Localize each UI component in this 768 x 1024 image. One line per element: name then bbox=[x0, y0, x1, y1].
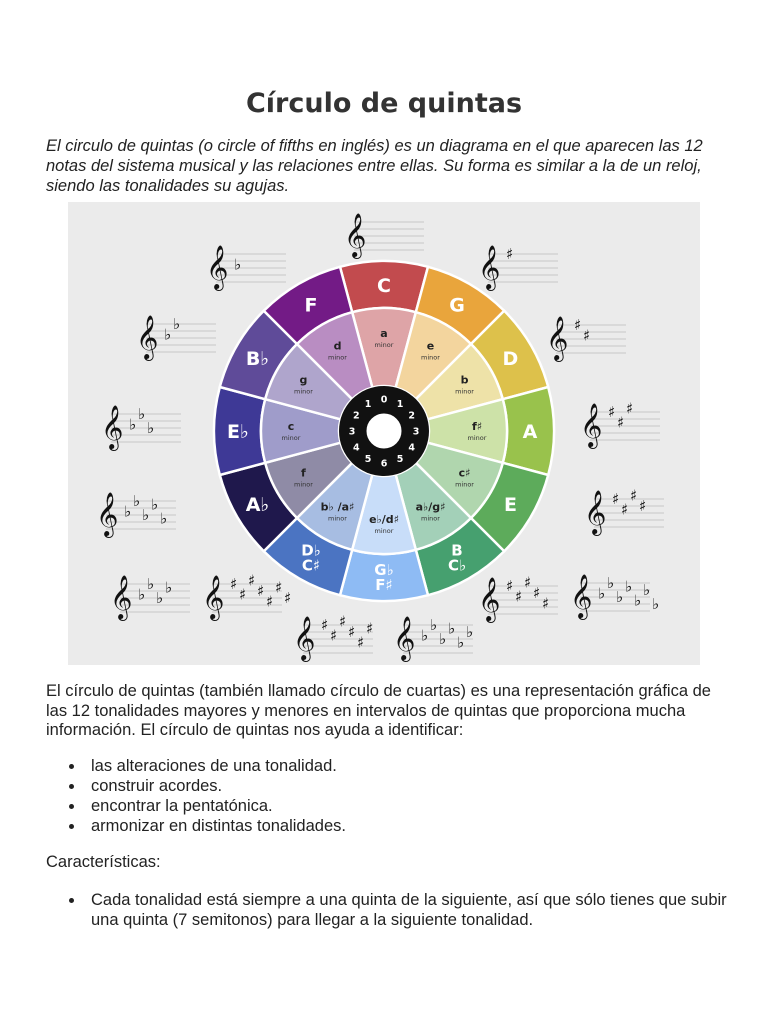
minor-word-label: minor bbox=[374, 527, 394, 535]
minor-word-label: minor bbox=[421, 514, 440, 523]
treble-clef-icon: 𝄞 bbox=[478, 245, 501, 289]
flat-icon: ♭ bbox=[160, 509, 168, 528]
flat-icon: ♭ bbox=[138, 585, 146, 604]
flat-icon: ♭ bbox=[643, 581, 651, 599]
flat-icon: ♭ bbox=[439, 630, 447, 648]
sharp-icon: ♯ bbox=[330, 626, 338, 645]
key-signature-staff bbox=[96, 492, 176, 538]
sharp-icon: ♯ bbox=[626, 399, 634, 418]
caracteristicas-heading: Características: bbox=[46, 853, 161, 871]
flat-icon: ♭ bbox=[466, 623, 474, 641]
treble-clef-icon: 𝄞 bbox=[393, 616, 416, 660]
sharp-icon: ♯ bbox=[321, 616, 329, 634]
major-key-label: A bbox=[522, 420, 538, 443]
flat-icon: ♭ bbox=[156, 589, 164, 607]
accidental-count-label: 3 bbox=[348, 426, 356, 438]
sharp-icon: ♯ bbox=[357, 633, 365, 652]
key-signature-staff bbox=[136, 315, 216, 361]
page-title: Círculo de quintas bbox=[245, 88, 523, 119]
sharp-icon: ♯ bbox=[533, 584, 541, 602]
major-key-label: D bbox=[502, 347, 519, 370]
flat-icon: ♭ bbox=[164, 325, 172, 344]
flat-icon: ♭ bbox=[448, 619, 456, 638]
flat-icon: ♭ bbox=[151, 495, 159, 514]
treble-clef-icon: 𝄞 bbox=[136, 315, 159, 359]
sharp-icon: ♯ bbox=[617, 413, 625, 432]
treble-clef-icon: 𝄞 bbox=[344, 213, 367, 257]
sharp-icon: ♯ bbox=[366, 619, 374, 638]
accidental-count-label: 5 bbox=[396, 454, 404, 466]
minor-key-label: c♯ bbox=[458, 466, 471, 480]
circle-of-fifths-diagram bbox=[68, 202, 700, 665]
minor-word-label: minor bbox=[455, 480, 475, 489]
flat-icon: ♭ bbox=[634, 591, 642, 610]
sharp-icon: ♯ bbox=[266, 592, 274, 611]
sharp-icon: ♯ bbox=[339, 612, 347, 631]
key-signature-staff bbox=[101, 405, 181, 451]
major-key-label: E♭ bbox=[227, 420, 249, 443]
sharp-icon: ♯ bbox=[506, 245, 514, 263]
intro-paragraph: El circulo de quintas (o circle of fifths en inglés) es un diagrama en el que aparecen las 12 notas del sistema musical y las relaciones entre ellas. Su forma es similar a la de un reloj, siendo las tonalidades su agujas. bbox=[46, 137, 703, 195]
list-item: Cada tonalidad está siempre a una quinta de la siguiente, así que sólo tienes que subir una quinta (7 semitonos) para llegar a la siguiente tonalidad. bbox=[46, 890, 736, 930]
sharp-icon: ♯ bbox=[574, 316, 582, 334]
treble-clef-icon: 𝄞 bbox=[101, 405, 124, 449]
minor-key-label: e♭/d♯ bbox=[369, 513, 399, 526]
minor-key-label: e bbox=[426, 339, 435, 353]
minor-word-label: minor bbox=[328, 353, 347, 362]
treble-clef-icon: 𝄞 bbox=[293, 616, 316, 660]
uses-list bbox=[46, 756, 346, 836]
sharp-icon: ♯ bbox=[275, 578, 283, 597]
flat-icon: ♭ bbox=[133, 492, 141, 510]
flat-icon: ♭ bbox=[625, 577, 633, 596]
minor-key-label: f bbox=[301, 466, 306, 480]
flat-icon: ♭ bbox=[147, 419, 155, 437]
accidental-count-label: 4 bbox=[352, 442, 360, 454]
flat-icon: ♭ bbox=[147, 575, 155, 593]
sharp-icon: ♯ bbox=[608, 403, 616, 421]
key-signature-staff bbox=[393, 616, 473, 662]
description-paragraph: El círculo de quintas (también llamado círculo de cuartas) es una representación gráfica de las 12 tonalidades mayores y menores en intervalos de quintas que proporciona mucha información. El círculo de quintas nos ayuda a identificar: bbox=[46, 682, 711, 739]
list-item: las alteraciones de una tonalidad. bbox=[46, 756, 346, 776]
treble-clef-icon: 𝄞 bbox=[580, 403, 603, 447]
minor-word-label: minor bbox=[374, 341, 394, 349]
minor-key-label: b♭ /a♯ bbox=[320, 500, 355, 514]
flat-icon: ♭ bbox=[457, 633, 465, 652]
major-key-label: D♭ C♯ bbox=[301, 541, 321, 575]
key-signature-staff bbox=[478, 574, 558, 624]
flat-icon: ♭ bbox=[430, 616, 438, 634]
major-key-label: E bbox=[503, 493, 517, 516]
sharp-icon: ♯ bbox=[239, 585, 247, 604]
list-item: armonizar en distintas tonalidades. bbox=[46, 816, 346, 836]
center-hole bbox=[366, 413, 402, 449]
major-key-label: B♭ bbox=[245, 347, 270, 370]
sharp-icon: ♯ bbox=[257, 582, 265, 600]
treble-clef-icon: 𝄞 bbox=[206, 245, 229, 289]
treble-clef-icon: 𝄞 bbox=[584, 490, 607, 534]
key-signature-staff bbox=[344, 213, 424, 259]
treble-clef-icon: 𝄞 bbox=[96, 492, 119, 536]
minor-key-label: a bbox=[380, 327, 388, 340]
sharp-icon: ♯ bbox=[621, 500, 629, 519]
minor-key-label: a♭/g♯ bbox=[415, 500, 446, 514]
treble-clef-icon: 𝄞 bbox=[546, 316, 569, 360]
major-key-label: G♭ F♯ bbox=[374, 560, 394, 594]
accidental-count-label: 0 bbox=[380, 394, 388, 406]
key-signature-staff bbox=[584, 487, 664, 537]
flat-icon: ♭ bbox=[129, 415, 137, 434]
flat-icon: ♭ bbox=[165, 578, 173, 597]
major-key-label: F bbox=[304, 294, 318, 317]
key-signature-staff bbox=[110, 575, 190, 621]
flat-icon: ♭ bbox=[138, 405, 146, 423]
caracteristicas-list bbox=[46, 890, 736, 930]
flat-icon: ♭ bbox=[607, 574, 615, 592]
list-item: encontrar la pentatónica. bbox=[46, 796, 346, 816]
sharp-icon: ♯ bbox=[506, 577, 514, 595]
accidental-count-label: 1 bbox=[364, 398, 372, 410]
circle-of-fifths-figure bbox=[68, 202, 700, 665]
minor-key-label: b bbox=[460, 373, 469, 387]
sharp-icon: ♯ bbox=[515, 587, 523, 606]
key-signature-staff bbox=[206, 245, 286, 291]
accidental-count-label: 3 bbox=[412, 426, 420, 438]
key-signature-staff bbox=[570, 574, 659, 620]
major-key-label: A♭ bbox=[245, 493, 270, 516]
flat-icon: ♭ bbox=[124, 502, 132, 521]
accidental-count-label: 6 bbox=[380, 458, 388, 470]
sharp-icon: ♯ bbox=[348, 623, 356, 641]
minor-word-label: minor bbox=[421, 353, 440, 362]
treble-clef-icon: 𝄞 bbox=[202, 575, 225, 619]
flat-icon: ♭ bbox=[234, 255, 242, 274]
key-signature-staff bbox=[293, 613, 373, 663]
accidental-count-label: 4 bbox=[408, 442, 416, 454]
key-signature-staff bbox=[580, 400, 660, 450]
sharp-icon: ♯ bbox=[639, 497, 647, 515]
flat-icon: ♭ bbox=[142, 506, 150, 524]
treble-clef-icon: 𝄞 bbox=[110, 575, 133, 619]
accidental-count-label: 1 bbox=[396, 398, 404, 410]
sharp-icon: ♯ bbox=[524, 573, 532, 592]
major-key-label: G bbox=[449, 294, 465, 317]
major-key-label: C bbox=[377, 274, 391, 297]
minor-word-label: minor bbox=[293, 387, 313, 396]
accidental-count-label: 5 bbox=[364, 454, 372, 466]
minor-key-label: c bbox=[287, 420, 295, 433]
accidental-count-label: 2 bbox=[352, 410, 360, 422]
flat-icon: ♭ bbox=[421, 626, 429, 645]
accidental-count-label: 2 bbox=[408, 410, 416, 422]
minor-word-label: minor bbox=[328, 514, 347, 523]
treble-clef-icon: 𝄞 bbox=[478, 577, 501, 621]
sharp-icon: ♯ bbox=[630, 486, 638, 505]
treble-clef-icon: 𝄞 bbox=[570, 574, 593, 618]
key-signature-staff bbox=[546, 316, 626, 362]
list-item: construir acordes. bbox=[46, 776, 346, 796]
flat-icon: ♭ bbox=[173, 315, 181, 333]
minor-word-label: minor bbox=[455, 387, 475, 396]
flat-icon: ♭ bbox=[598, 584, 606, 603]
minor-word-label: minor bbox=[281, 434, 301, 442]
key-signature-staff bbox=[478, 245, 558, 291]
minor-word-label: minor bbox=[293, 480, 313, 489]
sharp-icon: ♯ bbox=[542, 594, 550, 613]
major-key-label: B C♭ bbox=[447, 541, 467, 575]
sharp-icon: ♯ bbox=[248, 571, 256, 590]
sharp-icon: ♯ bbox=[230, 575, 238, 593]
flat-icon: ♭ bbox=[616, 588, 624, 606]
minor-key-label: f♯ bbox=[471, 420, 483, 433]
sharp-icon: ♯ bbox=[583, 326, 591, 345]
sharp-icon: ♯ bbox=[284, 589, 292, 607]
minor-key-label: d bbox=[333, 339, 342, 353]
minor-word-label: minor bbox=[467, 434, 487, 442]
sharp-icon: ♯ bbox=[612, 490, 620, 508]
key-signature-staff bbox=[202, 572, 291, 622]
flat-icon: ♭ bbox=[652, 595, 660, 613]
minor-key-label: g bbox=[299, 373, 308, 387]
